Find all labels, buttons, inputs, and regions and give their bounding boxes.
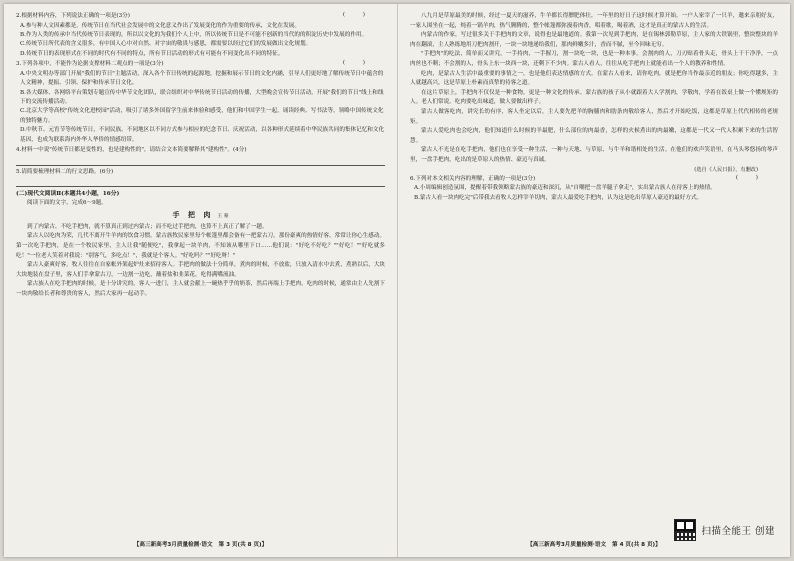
- option-c: C.传统节日所代表的含义很多，有中国人心中对自然、对宇宙的敬畏与感恩，都需要以经过它们的发展做出文化规划。: [20, 41, 312, 48]
- story-source: (选自《人民日报》，有删改): [694, 166, 758, 173]
- option-d: D.传统节日的表现形式在不同的时代有不同的特点，所有节日活动的形式有可能有不同变化出不同的特征。: [20, 50, 284, 57]
- footer-page-number: 第 4 页(共 8 页)】: [612, 542, 661, 548]
- story-paragraph: 蒙古族人在吃手把肉的时候，是十分讲究的。客人一进门，主人就会献上一碗热乎乎的奶茶，然后再端上手把肉。吃肉的时候，通常由主人先割下一块肉敬给长者和尊贵的客人，然后大家再一起动手。: [16, 281, 386, 297]
- story-title-text: 手 把 肉: [172, 209, 214, 219]
- section-heading: (二)现代文阅读Ⅱ(本题共4小题，16分): [16, 191, 120, 198]
- answer-paren: ( ): [735, 174, 766, 181]
- question-6: [410, 175, 778, 203]
- exam-page-4: [397, 4, 790, 557]
- question-2-stem: 2.根据材料内容，下列说法正确的一项是(3分): [16, 13, 130, 19]
- question-2: [16, 12, 385, 59]
- story-paragraph: 蒙古人做客吃肉，讲究长幼有序，客人坐定以后，主人要先把羊的胸脯肉和肋条肉敬给客人，然后才开始吃饭，这都是草原上代代相传的老规矩。: [410, 108, 778, 125]
- story-paragraph: 蒙古人以吃肉为荣，几代不离开牛羊肉的饮食习惯。蒙古族牧民家里每个帐篷里都会备有一把蒙古刀，那份豪爽的热情好客，常常让你心生感动。第一次吃手把肉，是在一个牧民家里，主人让我"随便吃"，我拿起一块羊肉，不知该从哪里下口……他们说："好吃不好吃？""好吃！""好吃就多吃！"一位老人笑着对我说："别客气，多吃点！"，我就是个客人。"好吃吗？""好吃呀！": [16, 233, 386, 259]
- story-paragraph: 内蒙古的作家，写过很多关于手把肉的文章，说得也是最地道的。我第一次见到手把肉，是在锡林郭勒草原，主人家的大铁锅里，整块整块的羊肉在翻滚，主人熟练地用刀把肉割开，一块一块地递给我们，那肉鲜嫩多汁，香而不腻，至今回味无穷。: [410, 32, 778, 48]
- option-a: A.参与种人文因素都是，传统节日在当代社会发展中的文化意义作出了发展变化的作为重要的传承，文化在发展。: [20, 22, 300, 29]
- story-paragraph: 到了内蒙古，不吃手把肉，就不算真正到过内蒙古；而不吃过手把肉，也算不上真正了解了一趟。: [27, 223, 268, 230]
- reading-instruction: 阅读下面的文字，完成6～9题。: [27, 200, 107, 207]
- story-paragraph: 八九月是草原最美的时候，经过一夏天的滋养，牛羊都长得膘肥体壮，一年里的好日子这时候才算开始。一户人家宰了一只羊，邀来亲朋好友，一家人围坐在一起，炖着一锅羊肉，热气腾腾的，整个帐篷都弥漫着肉香，唱着歌，喝着酒，这才是真正的蒙古人的生活。: [410, 13, 778, 29]
- option-b: B.作为人类的传承中当代传统节日表现的，所以以文化的为我们个人上中，所以传统节日是不可能不创新的当代的的积淀历史中发展的作用。: [20, 32, 368, 38]
- footer-exam-name: 【高三新高考3月质量检测·语文: [133, 542, 213, 548]
- scanner-watermark: [671, 517, 778, 543]
- story-paragraph: 在这片草原上，手把肉不仅仅是一种食物，更是一种文化的传承。蒙古族的孩子从小就跟着大人学割肉，学敬肉，学着在饭桌上做一个懂规矩的人。老人们常说，吃肉要吃出味道，做人要做出样子。: [410, 89, 778, 106]
- question-3: [16, 60, 385, 145]
- watermark-text: 扫描全能王 创建: [701, 526, 775, 537]
- option-b: B.各大媒体、各网络平台策划专题宣传中华节文化团队，联合组织对中华传统节日活动的传播，大型晚会宣传节日活动，开展"我们的节日"线上和线下的交流传播活动。: [20, 89, 384, 106]
- question-4: [16, 146, 385, 166]
- answer-paren: ( ): [342, 12, 373, 18]
- answer-paren: ( ): [342, 60, 373, 67]
- option-c: C.北京大学等高校"传统文化进校园"活动，吸引了诸多外国留学生前来体验和感受，他们和中国学生一起，诵读经典、写书法等，领略中国传统文化的独特魅力。: [20, 108, 384, 124]
- story-author: 王 蒙: [217, 213, 229, 219]
- option-a: A.小周编辑创造氛围，提醒着带我领略蒙古族的豪迈和深沉，从"自嘲把一盘羊腿子拿走"，实出蒙古族人在待客上的热情。: [414, 185, 716, 192]
- page-footer: [4, 540, 397, 548]
- answer-line: [16, 178, 385, 187]
- scanned-exam-spread: [4, 4, 790, 557]
- story-paragraph: 蒙古人不光是在吃手把肉，他们也在享受一种生活，一种与天地、与草原、与牛羊和谐相处的生活。在他们的欢声笑语里，在马头琴悠扬的琴声里，一盘手把肉，吃出的是草原人的热情、豪迈与真诚。: [410, 147, 778, 163]
- story-paragraph: 蒙古人豪爽好客，牧人往往在自家帐外架起炉灶来招待客人。手把肉的做法十分简单，煮肉的时候，不放盐，只放入清水中去煮，煮熟以后，大块大块地装在盘子里，客人们手拿蒙古刀，一边割一边吃，蘸着盐和韭菜花，吃得满嘴流油。: [16, 262, 386, 278]
- story-paragraph: 蒙古人爱吃肉也会吃肉，他们知道什么时候的羊最肥，什么部位的肉最香，怎样的火候煮出的肉最嫩，这都是一代又一代人积累下来的生活智慧。: [410, 128, 778, 144]
- story-title: [16, 209, 385, 223]
- qr-code-icon: [674, 519, 696, 541]
- story-paragraph: 吃肉，是蒙古人生活中最重要的事情之一，也是他们表达情感的方式。在蒙古人看来，请你吃肉，就是把你当作最亲近的朋友；你吃得越多，主人就越高兴，这是草原上朴素而真挚的待客之道。: [410, 70, 778, 87]
- option-b: B.蒙古人看一块肉吃完"后带我去看牧人怎样宰羊切肉，蒙古人最爱吃手把肉，认为这是吃出草原人豪迈的最好方式。: [414, 194, 703, 201]
- option-a: A.中央文明办等部门开展"我们的节日"主题活动，深入各个节日传统的起源地，挖掘和展示节日的文化内涵，引导人们更好地了解传统节日中蕴含的人文精神，提振、引领、保护和传承节日文化。: [20, 70, 384, 87]
- question-4-stem: 4.材料一中说"传统节日都是变性的，也是建构性的"，请结合文本简要解释其"建构性"。(4分): [16, 147, 247, 154]
- question-5-stem: 5.请简要梳理材料二的行文思路。(6分): [16, 168, 114, 175]
- story-paragraph: "手把肉"的吃法，简单而又讲究，一手持肉，一手握刀，割一块吃一块，也是一种本事。会割肉的人，刀刃贴着骨头走，骨头上干干净净，一点肉丝也不剩；不会割的人，骨头上东一块西一块，还剩下不少肉。蒙古人看人，往往从吃手把肉上就能看出一个人的教养和性情。: [410, 51, 778, 67]
- footer-page-number: 第 3 页(共 8 页)】: [218, 542, 268, 548]
- question-5: [16, 168, 385, 188]
- question-3-stem: 3.下列各项中，不能作为论据支撑材料二观点的一项是(3分): [16, 61, 164, 68]
- exam-page-3: [4, 4, 397, 557]
- option-d: D.中秋节、元宵节等传统节日，不同民族、不同地区以不同方式参与相应的纪念节日、庆祝活动，以各种形式延续着中华民族共同的集体记忆和文化基因，也成为联系海内外华人华侨的情感纽带。: [20, 127, 385, 143]
- answer-line: [16, 157, 385, 166]
- footer-exam-name: 【高三新高考3月质量检测·语文: [527, 542, 607, 548]
- question-6-stem: 6.下列对本文相关内容的理解，正确的一项是(3分): [410, 175, 536, 182]
